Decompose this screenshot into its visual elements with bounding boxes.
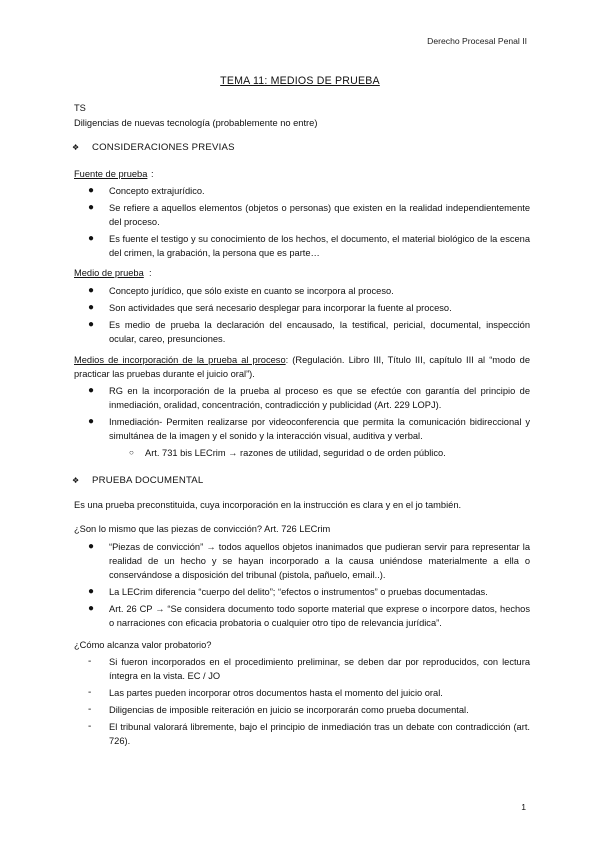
intro-line-2: Diligencias de nuevas tecnología (probablemente no entre) (74, 118, 318, 128)
dash-bullet-icon: - (88, 687, 92, 698)
section-heading-consideraciones: ❖ CONSIDERACIONES PREVIAS (72, 142, 235, 153)
medios-incorporacion-paragraph: Medios de incorporación de la prueba al proceso: (Regulación. Libro III, Título III, capítulo III al “modo de practicar las pruebas durante el juicio oral”). (74, 355, 530, 379)
list-item: ● Son actividades que será necesario desplegar para incorporar la fuente al proceso. (88, 302, 452, 313)
bullet-icon: ● (88, 603, 95, 614)
list-item: ● Es fuente el testigo y su conocimiento de los hechos, el documento, el material biológico de la escena del crimen, la grabación, la persona que es parte… (88, 233, 530, 258)
valor-probatorio-list (85, 655, 530, 751)
question-piezas-conviccion: ¿Son lo mismo que las piezas de convicción? Art. 726 LECrim (74, 524, 331, 534)
fuente-label: Fuente de prueba (74, 169, 148, 179)
page-title: TEMA 11: MEDIOS DE PRUEBA (220, 75, 380, 87)
list-item: - Diligencias de imposible reiteración en juicio se incorporarán como prueba documental. (88, 704, 469, 715)
medio-list (85, 284, 530, 349)
bullet-icon: ● (88, 285, 95, 296)
list-item: ● Concepto jurídico, que sólo existe en cuanto se incorpora al proceso. (88, 285, 394, 296)
list-item: - El tribunal valorará libremente, bajo el principio de inmediación tras un debate con contradicción (art. 726). (88, 721, 530, 746)
list-item: ● Inmediación- Permiten realizarse por videoconferencia que permita la comunicación bidireccional y simultánea de la imagen y el sonido y la interacción visual, auditiva y verbal. (88, 416, 530, 441)
piezas-list (85, 540, 530, 633)
list-item: - Las partes pueden incorporar otros documentos hasta el momento del juicio oral. (88, 687, 443, 698)
dash-bullet-icon: - (88, 656, 92, 667)
bullet-icon: ● (88, 302, 95, 313)
list-item: ● Concepto extrajurídico. (88, 185, 205, 196)
diamond-bullet-icon: ❖ (72, 143, 80, 152)
list-item: ● La LECrim diferencia “cuerpo del delito”; “efectos o instrumentos” o pruebas documentadas. (88, 586, 488, 597)
bullet-icon: ● (88, 586, 95, 597)
diamond-bullet-icon: ❖ (72, 476, 80, 485)
bullet-icon: ● (88, 385, 95, 396)
bullet-icon: ● (88, 319, 95, 330)
dash-bullet-icon: - (88, 704, 92, 715)
sub-list-item: ○ Art. 731 bis LECrim → razones de utilidad, seguridad o de orden público. (129, 448, 446, 458)
medio-label: Medio de prueba (74, 268, 144, 278)
bullet-icon: ● (88, 541, 95, 552)
list-item: ● “Piezas de convicción” → todos aquellos objetos inanimados que pudieran servir para representar la realidad de un hecho y se hayan incorporado a la causa uniéndose materialmente a ella o conservándose a disposición del tribunal (pistola, pañuelo, email..). (88, 541, 530, 580)
fuente-list (85, 184, 530, 263)
document-header-course: Derecho Procesal Penal II (427, 36, 527, 46)
bullet-icon: ● (88, 185, 95, 196)
hollow-circle-bullet-icon: ○ (129, 448, 134, 457)
list-item: ● Art. 26 CP → “Se considera documento todo soporte material que exprese o incorpore datos, hechos o narraciones con eficacia probatoria o cualquier otro tipo de relevancia jurídica”. (88, 603, 530, 628)
bullet-icon: ● (88, 233, 95, 244)
question-valor-probatorio: ¿Cómo alcanza valor probatorio? (74, 640, 212, 650)
list-item: - Si fueron incorporados en el procedimiento preliminar, se deben dar por reproducidos, con lectura íntegra en la vista. EC / JO (88, 656, 530, 681)
bullet-icon: ● (88, 202, 95, 213)
section-heading-prueba-documental: ❖ PRUEBA DOCUMENTAL (72, 475, 204, 486)
intro-line-1: TS (74, 103, 86, 113)
list-item: ● Se refiere a aquellos elementos (objetos o personas) que existen en la realidad independientemente del proceso. (88, 202, 530, 227)
dash-bullet-icon: - (88, 721, 92, 732)
prueba-documental-intro: Es una prueba preconstituida, cuya incorporación en la instrucción es clara y en el jo también. (74, 500, 462, 510)
list-item: ● RG en la incorporación de la prueba al proceso es que se efectúe con garantía del principio de inmediación, oralidad, concentración, contradicción y publicidad (Art. 229 LOPJ). (88, 385, 530, 410)
list-item: ● Es medio de prueba la declaración del encausado, la testifical, pericial, documental, inspección ocular, careo, presunciones. (88, 319, 530, 344)
medios-incorporacion-label: Medios de incorporación de la prueba al proceso (74, 355, 286, 365)
incorporacion-list (85, 384, 530, 446)
page-number: 1 (521, 802, 526, 812)
bullet-icon: ● (88, 416, 95, 427)
